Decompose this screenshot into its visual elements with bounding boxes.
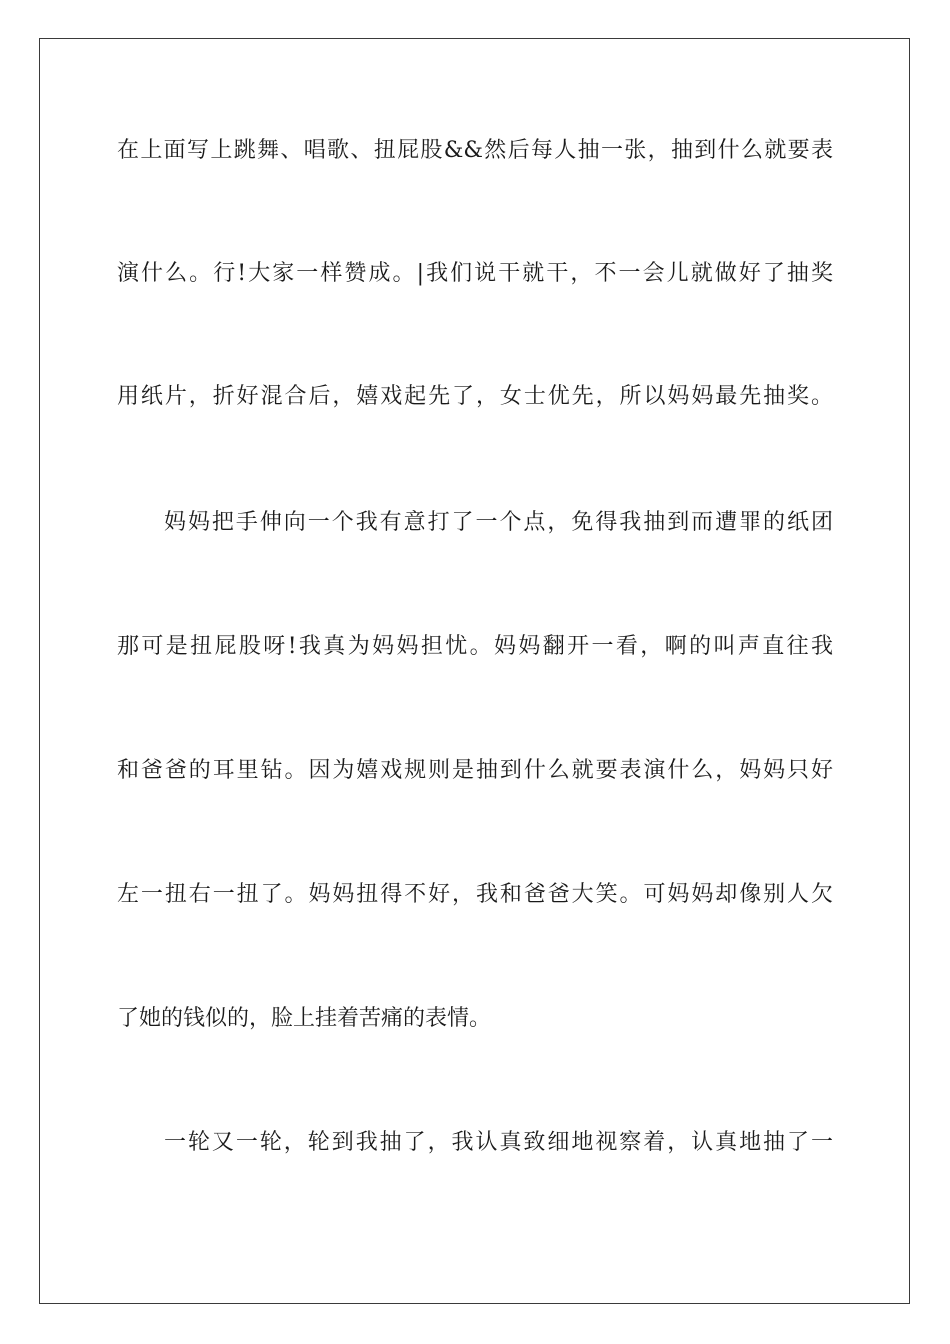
text-line: 了她的钱似的，脸上挂着苦痛的表情。 xyxy=(117,1006,492,1031)
paragraph-start-line: 一轮又一轮，轮到我抽了，我认真致细地视察着，认真地抽了一 xyxy=(164,1130,833,1155)
text-line: 在上面写上跳舞、唱歌、扭屁股&&然后每人抽一张，抽到什么就要表 xyxy=(117,138,833,163)
text-line: 和爸爸的耳里钻。因为嬉戏规则是抽到什么就要表演什么，妈妈只好 xyxy=(117,758,833,783)
text-line: 左一扭右一扭了。妈妈扭得不好，我和爸爸大笑。可妈妈却像别人欠 xyxy=(117,882,833,907)
paragraph-start-line: 妈妈把手伸向一个我有意打了一个点，免得我抽到而遭罪的纸团 xyxy=(164,510,833,535)
text-line: 用纸片，折好混合后，嬉戏起先了，女士优先，所以妈妈最先抽奖。 xyxy=(117,384,833,409)
page-border xyxy=(39,38,910,1304)
text-line: 那可是扭屁股呀!我真为妈妈担忧。妈妈翻开一看，啊的叫声直往我 xyxy=(117,634,833,659)
text-line: 演什么。行!大家一样赞成。|我们说干就干，不一会儿就做好了抽奖 xyxy=(117,261,833,286)
